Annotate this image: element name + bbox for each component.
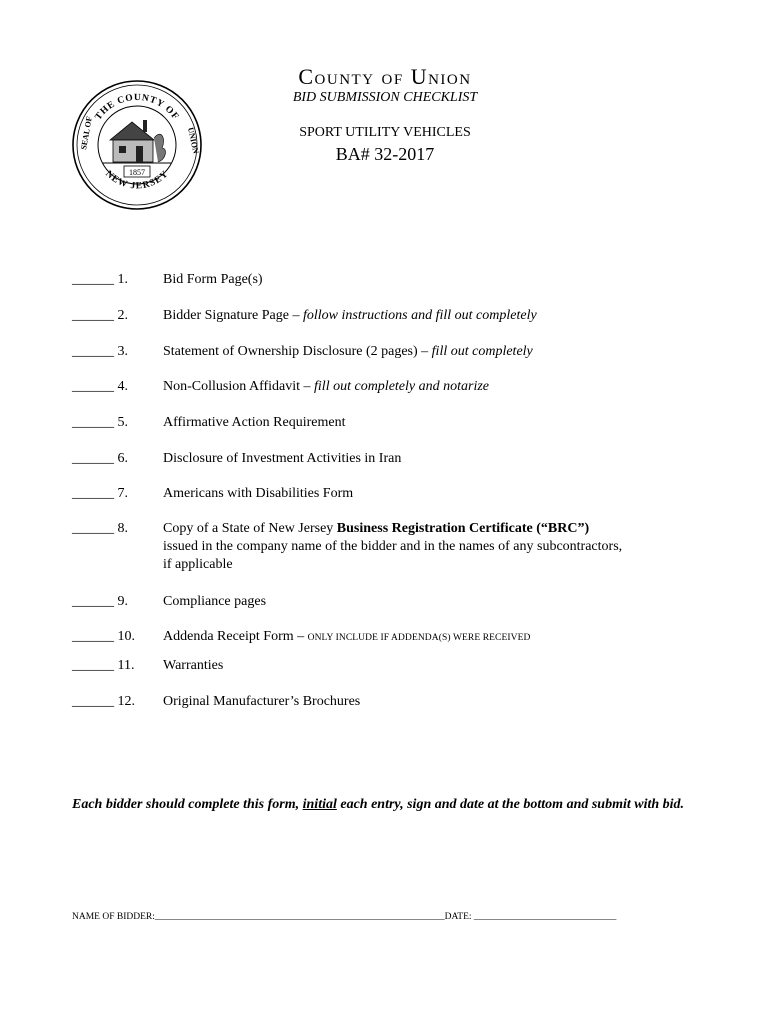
item-number: ______ 5. xyxy=(72,415,128,430)
page-title: County of Union xyxy=(298,64,472,89)
house-illustration xyxy=(103,120,171,163)
item-text: Disclosure of Investment Activities in Iran xyxy=(163,451,402,466)
item-number: ______ 4. xyxy=(72,379,128,394)
brc-label: Business Registration Certificate (“BRC”) xyxy=(336,521,590,536)
addenda-note: ONLY INCLUDE IF ADDENDA(S) WERE RECEIVED xyxy=(307,633,531,643)
item-note: fill out completely xyxy=(431,344,533,359)
initial-underlined: initial xyxy=(302,797,337,812)
item-text: Warranties xyxy=(163,658,224,673)
item-text: Addenda Receipt Form – ONLY INCLUDE IF ADDENDA(S) WERE RECEIVED xyxy=(163,629,531,644)
project-name: SPORT UTILITY VEHICLES xyxy=(299,125,471,140)
page-subtitle: BID SUBMISSION CHECKLIST xyxy=(292,90,478,105)
item-text: Non-Collusion Affidavit – fill out completely and notarize xyxy=(163,379,490,394)
ba-number: BA# 32-2017 xyxy=(335,144,435,164)
county-seal xyxy=(70,78,204,212)
item-note: follow instructions and fill out completely xyxy=(302,308,537,323)
item-number: ______ 7. xyxy=(72,486,128,501)
item-number: ______ 3. xyxy=(72,344,128,359)
item-number: ______ 11. xyxy=(72,658,135,673)
seal-year: 1857 xyxy=(129,168,145,177)
item-text: Bidder Signature Page – follow instructions and fill out completely xyxy=(163,308,537,323)
instruction-text: Each bidder should complete this form, initial each entry, sign and date at the bottom and submit with bid. xyxy=(72,797,685,812)
item-text: Affirmative Action Requirement xyxy=(163,415,346,430)
item-text: Copy of a State of New Jersey Business Registration Certificate (“BRC”) issued in the company name of the bidder and in the names of any subcontractors, if applicable xyxy=(163,521,623,572)
seal-top-text: THE COUNTY OF xyxy=(93,92,181,123)
item-note: fill out completely and notarize xyxy=(314,379,490,394)
item-number: ______ 12. xyxy=(72,694,135,709)
signature-line xyxy=(72,912,616,922)
item-text: Statement of Ownership Disclosure (2 pages) – fill out completely xyxy=(163,344,533,359)
seal-right-text: UNION xyxy=(186,126,201,155)
item-number: ______ 2. xyxy=(72,308,128,323)
item-text: Compliance pages xyxy=(163,594,267,609)
seal-left-text: SEAL OF xyxy=(79,115,94,151)
name-of-bidder-label: NAME OF BIDDER: xyxy=(72,912,155,922)
item-number: ______ 10. xyxy=(72,629,135,644)
seal-bottom-text: NEW JERSEY xyxy=(103,169,171,192)
svg-text:THE COUNTY OF xyxy=(94,93,181,122)
item-number: ______ 9. xyxy=(72,594,128,609)
date-label: DATE: xyxy=(444,912,474,922)
item-text: Original Manufacturer’s Brochures xyxy=(163,694,361,709)
item-number: ______ 6. xyxy=(72,451,128,466)
item-text: Bid Form Page(s) xyxy=(163,272,263,287)
name-of-bidder-field[interactable]: _____________________________________________________________ xyxy=(154,912,445,922)
date-field[interactable]: ______________________________ xyxy=(473,912,617,922)
item-number: ______ 8. xyxy=(72,521,128,536)
item-text: Americans with Disabilities Form xyxy=(163,486,354,501)
item-number: ______ 1. xyxy=(72,272,128,287)
